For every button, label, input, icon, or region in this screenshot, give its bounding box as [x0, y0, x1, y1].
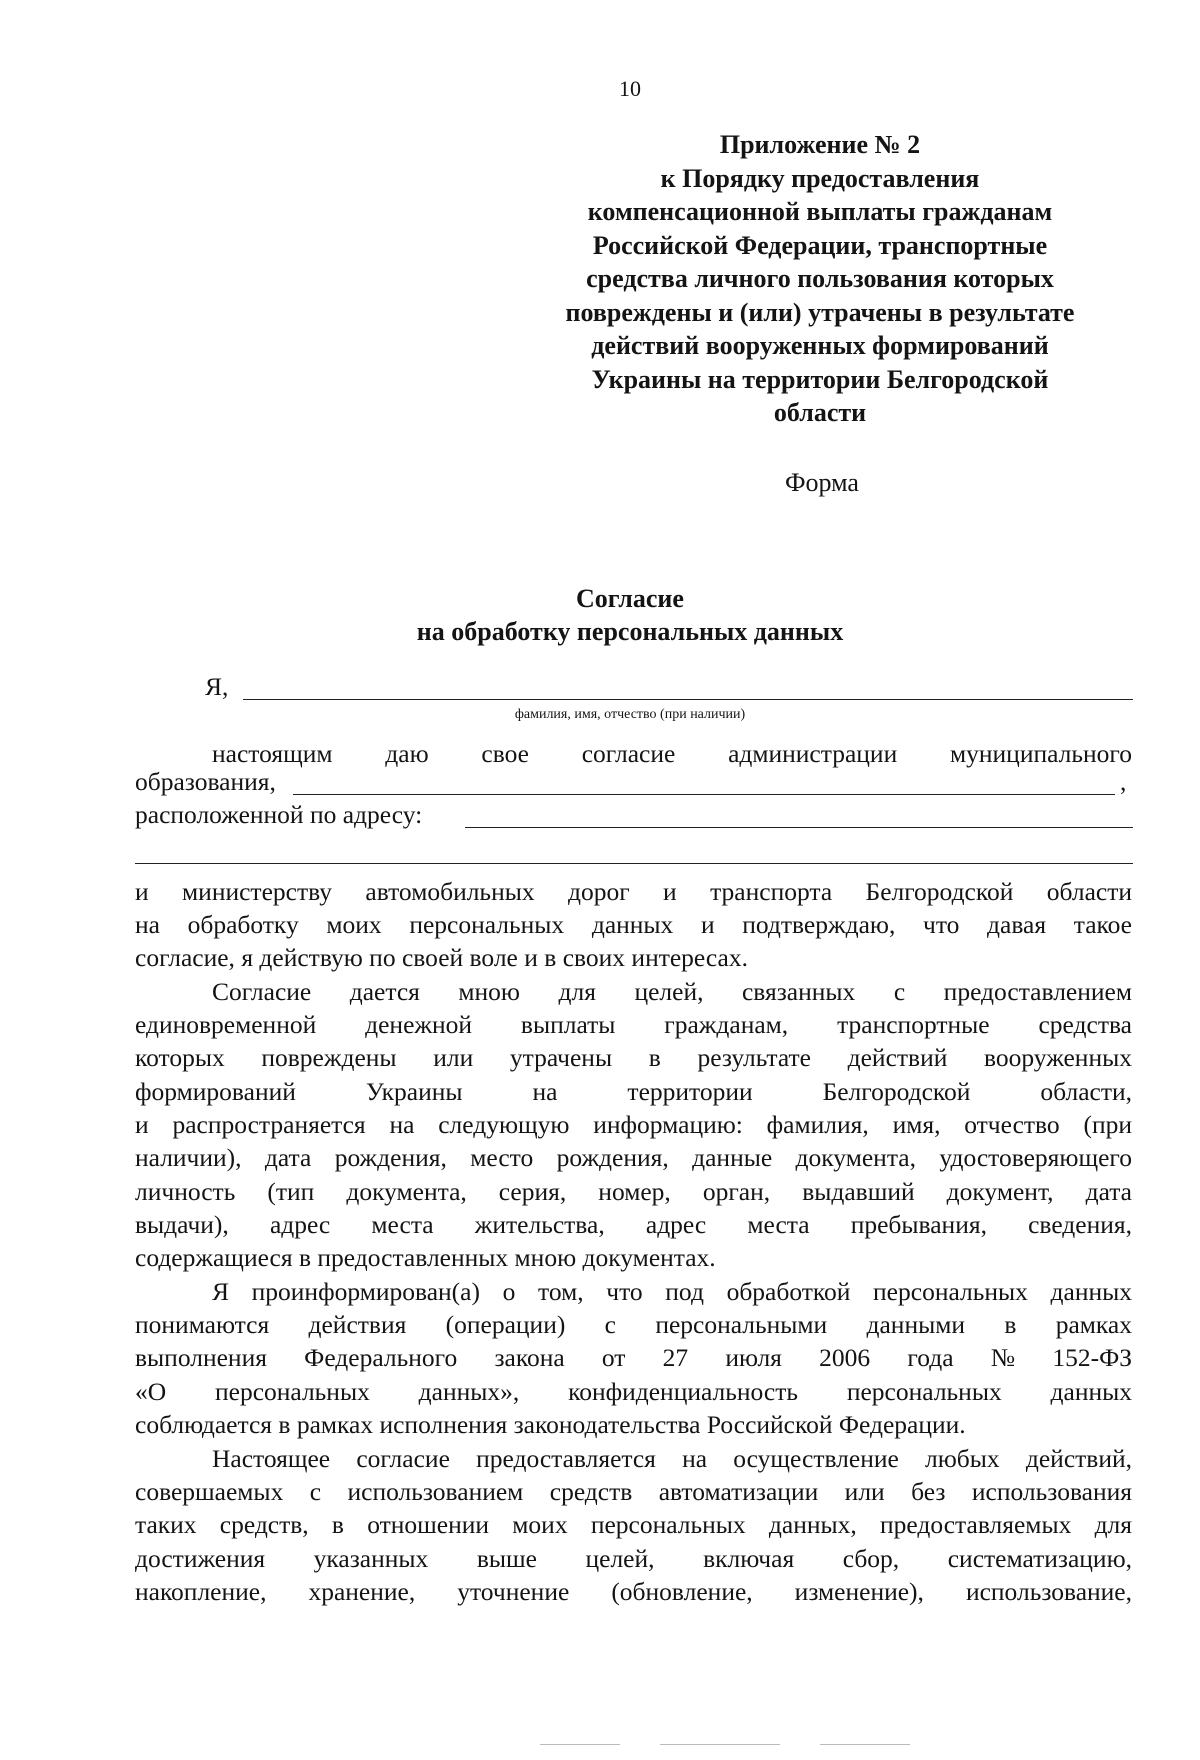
body-word: автомобильных — [365, 877, 535, 906]
body-word: данных — [1050, 1377, 1132, 1406]
body-word: данных», — [418, 1377, 520, 1406]
body-word: дается — [349, 977, 420, 1006]
body-word: рождения, — [556, 1143, 669, 1172]
body-word: повреждены — [261, 1043, 397, 1072]
body-word: дата — [264, 1143, 312, 1172]
body-word: воле — [469, 943, 518, 972]
body-word: документ, — [946, 1177, 1054, 1206]
appendix-line: Российской Федерации, транспортные — [592, 230, 1048, 260]
body-word: или — [433, 1043, 474, 1072]
body-word: свое — [481, 739, 529, 768]
body-word: данными — [866, 1310, 966, 1339]
body-word: 27 — [662, 1343, 689, 1372]
body-word: закона — [494, 1343, 565, 1372]
municipality-prefix: образования, — [135, 767, 276, 796]
body-word: законодательства — [513, 1410, 701, 1439]
body-word: автоматизации — [658, 1477, 819, 1506]
body-word: 152-ФЗ — [1052, 1343, 1132, 1372]
appendix-line: Приложение № 2 — [719, 130, 921, 159]
body-word: для — [558, 977, 596, 1006]
body-word: персональных — [409, 910, 565, 939]
body-word: июля — [725, 1343, 782, 1372]
body-word: Белгородской — [865, 877, 1014, 906]
body-word: (операции) — [445, 1310, 566, 1339]
body-word: выплаты — [520, 1010, 616, 1039]
body-word: персональными — [655, 1310, 828, 1339]
body-word: данных — [1050, 1277, 1132, 1306]
body-line — [135, 1307, 1132, 1340]
body-word: и — [135, 877, 149, 906]
appendix-line: действий вооруженных формирований — [591, 331, 1049, 360]
body-word: места — [371, 1210, 434, 1239]
appendix-line: к Порядку предоставления — [660, 163, 980, 193]
municipality-suffix: , — [1120, 767, 1127, 796]
appendix-line: компенсационной выплаты гражданам — [587, 197, 1053, 226]
body-word: № — [990, 1343, 1016, 1372]
appendix-line: повреждены и (или) утрачены в результате — [565, 297, 1075, 327]
body-word: предоставляется — [476, 1444, 656, 1473]
body-word: мною — [514, 1243, 577, 1272]
body-word: фамилия, — [766, 1110, 869, 1139]
body-word: в — [544, 943, 557, 972]
municipality-field-line[interactable] — [293, 794, 1115, 795]
body-line — [135, 1174, 1132, 1207]
scan-artifact — [540, 1744, 620, 1745]
body-word: указанных — [313, 1544, 429, 1573]
body-word: что — [606, 1277, 643, 1306]
body-word: использование, — [965, 1577, 1132, 1606]
body-word: включая — [703, 1544, 795, 1573]
body-word: средств, — [219, 1510, 309, 1539]
body-line — [212, 736, 1132, 769]
name-row — [135, 672, 1135, 706]
body-word: от — [601, 1343, 626, 1372]
body-line — [135, 1474, 1132, 1507]
body-word: в — [648, 1043, 661, 1072]
body-word: администрации — [728, 739, 898, 768]
body-word: единовременной — [135, 1010, 317, 1039]
body-word: гражданам, — [664, 1010, 789, 1039]
body-word: отчество — [964, 1110, 1060, 1139]
body-word: выдавший — [802, 1177, 915, 1206]
body-word: систематизацию, — [947, 1544, 1132, 1573]
body-word: 2006 — [819, 1343, 871, 1372]
body-word: и — [700, 910, 715, 939]
body-word: на — [682, 1444, 708, 1473]
body-word: персональных — [873, 1277, 1028, 1306]
body-word: осуществление — [733, 1444, 899, 1473]
form-label: Форма — [785, 468, 859, 497]
body-word: для — [1094, 1510, 1132, 1539]
body-word: рамках — [1055, 1310, 1132, 1339]
body-word: в — [298, 1243, 312, 1272]
body-word: в — [1004, 1310, 1017, 1339]
municipality-row — [135, 767, 1135, 801]
body-word: персональных — [590, 1510, 746, 1539]
body-word: своих — [562, 943, 626, 972]
body-word: подтверждаю, — [742, 910, 896, 939]
body-word: результате — [697, 1043, 811, 1072]
appendix-line: средства личного пользования которых — [586, 264, 1054, 293]
body-word: орган, — [702, 1177, 771, 1206]
body-word: с — [604, 1310, 616, 1339]
body-word: персональных — [214, 1377, 370, 1406]
body-word: транспорта — [710, 877, 833, 906]
body-word: согласие — [581, 739, 676, 768]
body-word: том, — [538, 1277, 584, 1306]
body-word: исполнения — [379, 1410, 508, 1439]
body-word: наличии), — [135, 1143, 242, 1172]
body-word: с — [309, 1477, 322, 1506]
body-word: или — [844, 1477, 885, 1506]
body-line — [135, 1140, 1132, 1173]
body-word: документа, — [795, 1143, 916, 1172]
address-row — [135, 800, 1135, 834]
appendix-heading — [520, 128, 1120, 430]
body-word: персональных — [846, 1377, 1002, 1406]
body-word: в — [278, 1410, 291, 1439]
body-word: Российской — [706, 1410, 833, 1439]
body-word: следующую — [438, 1110, 570, 1139]
body-word: предоставлением — [943, 977, 1132, 1006]
body-line — [212, 1441, 1132, 1474]
body-line — [135, 1074, 1132, 1107]
body-word: (при — [1083, 1110, 1132, 1139]
body-word: транспортные — [837, 1010, 990, 1039]
body-word: документах. — [582, 1243, 716, 1272]
body-word: выдачи), — [135, 1210, 229, 1239]
body-word: без — [911, 1477, 946, 1506]
body-word: любых — [925, 1444, 1000, 1473]
body-line — [135, 1207, 1132, 1240]
body-word: и — [663, 877, 677, 906]
body-word: мною — [458, 977, 520, 1006]
body-word: министерству — [182, 877, 333, 906]
body-word: о — [502, 1277, 516, 1306]
body-word: давая — [987, 910, 1047, 939]
body-word: жительства, — [474, 1210, 605, 1239]
body-word: отношении — [367, 1510, 490, 1539]
body-word: таких — [135, 1510, 197, 1539]
body-word: личность — [135, 1177, 236, 1206]
body-word: сведения, — [1028, 1210, 1132, 1239]
body-word: области, — [1040, 1077, 1132, 1106]
body-word: что — [923, 910, 960, 939]
body-word: данных — [591, 910, 674, 939]
name-prefix: Я, — [205, 672, 229, 701]
body-word: Украины — [365, 1077, 463, 1106]
body-word: действия — [308, 1310, 407, 1339]
body-word: формирований — [135, 1077, 296, 1106]
body-word: настоящим — [212, 739, 333, 768]
body-word: пребывания, — [850, 1210, 987, 1239]
body-word: которых — [135, 1043, 225, 1072]
body-word: и — [524, 943, 538, 972]
body-word: действий, — [1025, 1444, 1132, 1473]
body-word: предоставленных — [317, 1243, 509, 1272]
body-word: территории — [627, 1077, 753, 1106]
body-word: средства — [1038, 1010, 1132, 1039]
body-word: достижения — [135, 1544, 266, 1573]
body-word: серия, — [498, 1177, 567, 1206]
body-word: хранение, — [308, 1577, 416, 1606]
body-word: рождения, — [334, 1143, 447, 1172]
body-word: связанных — [741, 977, 856, 1006]
body-word: такое — [1073, 910, 1132, 939]
body-word: на — [389, 1110, 415, 1139]
body-line — [135, 1407, 1132, 1440]
body-line — [135, 1507, 1132, 1540]
body-word: области — [1046, 877, 1132, 906]
body-line — [135, 907, 1132, 940]
address-row-2 — [135, 836, 1135, 870]
title-line-2: на обработку персональных данных — [416, 617, 844, 646]
body-word: накопление, — [135, 1577, 267, 1606]
body-word: адрес — [269, 1210, 331, 1239]
body-word: проинформирован(а) — [251, 1277, 480, 1306]
body-line — [135, 1107, 1132, 1140]
body-word: действую — [259, 943, 363, 972]
body-word: использованием — [347, 1477, 524, 1506]
body-word: Федерального — [304, 1343, 458, 1372]
body-word: документа, — [346, 1177, 467, 1206]
page-number: 10 — [619, 76, 641, 101]
body-word: номер, — [598, 1177, 671, 1206]
body-word: даю — [385, 739, 429, 768]
body-word: Согласие — [212, 977, 312, 1006]
body-word: содержащиеся — [135, 1243, 293, 1272]
scan-artifact — [820, 1744, 910, 1745]
body-word: место — [470, 1143, 534, 1172]
body-word: предоставляемых — [880, 1510, 1072, 1539]
name-field-line[interactable] — [243, 699, 1133, 700]
body-word: конфиденциальность — [568, 1377, 799, 1406]
body-word: Федерации. — [838, 1410, 966, 1439]
body-word: рамках — [296, 1410, 374, 1439]
body-line — [135, 1574, 1132, 1607]
body-word: совершаемых — [135, 1477, 284, 1506]
body-word: на — [135, 910, 160, 939]
body-word: вооруженных — [984, 1043, 1132, 1072]
body-word: (тип — [267, 1177, 315, 1206]
body-word: изменение), — [794, 1577, 924, 1606]
address-prefix: расположенной по адресу: — [135, 800, 423, 829]
body-word: Я — [212, 1277, 230, 1306]
body-word: моих — [512, 1510, 568, 1539]
address-field-line-2[interactable] — [135, 863, 1133, 864]
body-word: использования — [971, 1477, 1132, 1506]
body-word: интересах. — [631, 943, 748, 972]
body-word: выполнения — [135, 1343, 267, 1372]
body-word: данных, — [768, 1510, 857, 1539]
body-word: утрачены — [509, 1043, 613, 1072]
body-line — [212, 1274, 1132, 1307]
body-word: по — [369, 943, 396, 972]
body-word: я — [241, 943, 254, 972]
body-word: средств — [549, 1477, 633, 1506]
body-word: согласие — [356, 1444, 450, 1473]
title-line-1: Согласие — [576, 584, 684, 613]
body-word: и — [135, 1110, 149, 1139]
body-word: распространяется — [172, 1110, 366, 1139]
body-line — [135, 1240, 1132, 1273]
body-word: данные — [692, 1143, 773, 1172]
body-word: удостоверяющего — [939, 1143, 1132, 1172]
body-word: понимаются — [135, 1310, 270, 1339]
body-word: дата — [1085, 1177, 1132, 1206]
body-line — [212, 974, 1132, 1007]
body-word: в — [331, 1510, 344, 1539]
body-word: дорог — [567, 877, 630, 906]
body-word: на — [532, 1077, 558, 1106]
body-line — [135, 1541, 1132, 1574]
body-word: целей, — [634, 977, 704, 1006]
body-word: места — [747, 1210, 810, 1239]
body-word: сбор, — [842, 1544, 900, 1573]
body-word: (обновление, — [611, 1577, 753, 1606]
scan-artifact — [660, 1744, 780, 1745]
body-word: муниципального — [950, 739, 1132, 768]
body-word: денежной — [365, 1010, 473, 1039]
body-line — [135, 1340, 1132, 1373]
appendix-line: Украины на территории Белгородской — [591, 364, 1049, 394]
body-word: информацию: — [593, 1110, 743, 1139]
body-word: согласие, — [135, 943, 235, 972]
body-line — [135, 1007, 1132, 1040]
body-word: «О — [135, 1377, 167, 1406]
body-word: под — [665, 1277, 704, 1306]
body-word: действий — [847, 1043, 948, 1072]
body-word: уточнение — [457, 1577, 570, 1606]
body-line — [135, 1374, 1132, 1407]
body-line — [135, 1040, 1132, 1073]
body-word: выше — [476, 1544, 537, 1573]
document-title — [330, 582, 930, 648]
body-word: Белгородской — [822, 1077, 971, 1106]
body-word: с — [893, 977, 906, 1006]
body-word: обработкой — [726, 1277, 851, 1306]
body-line — [135, 874, 1132, 907]
body-word: обработку — [187, 910, 299, 939]
body-word: моих — [326, 910, 382, 939]
body-line — [135, 940, 1132, 973]
name-field-caption: фамилия, имя, отчество (при наличии) — [514, 707, 746, 722]
appendix-line: области — [773, 398, 867, 427]
body-word: Настоящее — [212, 1444, 331, 1473]
body-word: имя, — [892, 1110, 941, 1139]
body-word: года — [907, 1343, 954, 1372]
body-word: адрес — [645, 1210, 707, 1239]
body-word: целей, — [585, 1544, 655, 1573]
address-field-line[interactable] — [465, 827, 1133, 828]
body-word: соблюдается — [135, 1410, 273, 1439]
body-word: своей — [401, 943, 464, 972]
